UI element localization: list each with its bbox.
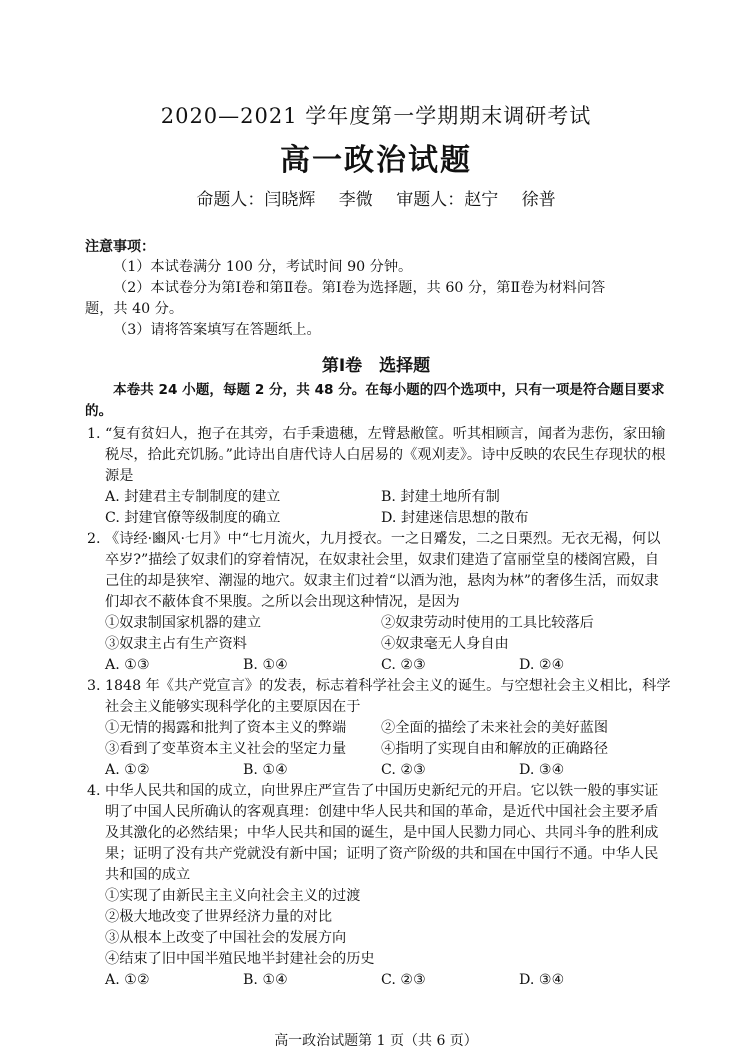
question-number: 3. bbox=[87, 678, 101, 694]
question-stem: 3. 1848 年《共产党宣言》的发表，标志着科学社会主义的诞生。与空想社会主义相比，科学社会主义能够实现科学化的主要原因在于 bbox=[87, 678, 671, 715]
statement-1: ①无情的揭露和批判了资本主义的弊端 bbox=[105, 720, 347, 736]
question-3 bbox=[87, 676, 671, 781]
option-a: A. 封建君主专制制度的建立 bbox=[105, 489, 281, 505]
author-2: 李微 bbox=[338, 190, 373, 210]
option-b: B. ①④ bbox=[243, 657, 288, 673]
reviewer-1: 审题人：赵宁 bbox=[396, 190, 499, 210]
option-d: D. ③④ bbox=[519, 762, 565, 778]
author-1: 命题人：闫晓辉 bbox=[196, 190, 316, 210]
statement-2: ②奴隶劳动时使用的工具比较落后 bbox=[381, 615, 594, 631]
question-stem: 2. 《诗经·豳风·七月》中“七月流火，九月授衣。一之日觱发，二之日栗烈。无衣无褐，何以卒岁?”描绘了奴隶们的穿着情况，在奴隶社会里，奴隶们建造了富丽堂皇的楼阁宫殿，自己住的却是狭窄、潮湿的地穴。奴隶主们过着“以酒为池，悬肉为林”的奢侈生活，而奴隶们却衣不蔽体食不果腹。之所以会出现这种情况，是因为 bbox=[87, 531, 661, 610]
statement-2: ②全面的描绘了未来社会的美好蓝图 bbox=[381, 720, 609, 736]
section-intro: 本卷共 24 小题，每题 2 分，共 48 分。在每小题的四个选项中，只有一项是符合题目要求的。 bbox=[85, 382, 665, 419]
option-b: B. ①④ bbox=[243, 972, 288, 988]
question-stem: 1. “复有贫妇人，抱子在其旁，右手秉遗穗，左臂悬敝筐。听其相顾言，闻者为悲伤，家田输税尽，拾此充饥肠。”此诗出自唐代诗人白居易的《观刈麦》。诗中反映的农民生存现状的根源是 bbox=[87, 426, 666, 484]
statement-4: ④指明了实现自由和解放的正确路径 bbox=[381, 741, 609, 757]
question-number: 2. bbox=[87, 531, 101, 547]
option-b: B. ①④ bbox=[243, 762, 288, 778]
statement-4: ④结束了旧中国半殖民地半封建社会的历史 bbox=[105, 951, 375, 967]
exam-authors bbox=[0, 185, 752, 210]
option-c: C. ②③ bbox=[381, 972, 426, 988]
note-item-continued: 题，共 40 分。 bbox=[85, 301, 184, 317]
option-a: A. ①② bbox=[105, 762, 150, 778]
note-item: （3）请将答案填写在答题纸上。 bbox=[113, 322, 321, 338]
statement-1: ①奴隶制国家机器的建立 bbox=[105, 615, 262, 631]
question-stem: 4. 中华人民共和国的成立，向世界庄严宣告了中国历史新纪元的开启。它以铁一般的事实证明了中国人民所确认的客观真理：创建中华人民共和国的革命，是近代中国社会主要矛盾及其激化的必然结果；中华人民共和国的诞生，是中国人民勠力同心、共同斗争的胜利成果；证明了没有共产党就没有新中国；证明了资产阶级的共和国在中国行不通。中华人民共和国的成立 bbox=[87, 783, 659, 883]
note-item: （1）本试卷满分 100 分，考试时间 90 分钟。 bbox=[113, 259, 413, 275]
question-2 bbox=[87, 529, 671, 676]
answer-options bbox=[105, 655, 671, 676]
statement-2: ②极大地改变了世界经济力量的对比 bbox=[105, 909, 333, 925]
option-d: D. 封建迷信思想的散布 bbox=[381, 510, 529, 526]
statement-1: ①实现了由新民主主义向社会主义的过渡 bbox=[105, 888, 361, 904]
question-number: 4. bbox=[87, 783, 101, 799]
answer-options bbox=[105, 970, 671, 991]
page-footer: 高一政治试题第 1 页（共 6 页） bbox=[274, 1033, 478, 1049]
option-d: D. ③④ bbox=[519, 972, 565, 988]
exam-year-title: 2020—2021 学年度第一学期期末调研考试 bbox=[160, 104, 592, 128]
answer-options bbox=[105, 760, 671, 781]
option-b: B. 封建土地所有制 bbox=[381, 489, 500, 505]
statement-items bbox=[87, 613, 671, 676]
option-a: A. ①③ bbox=[105, 657, 150, 673]
question-1 bbox=[87, 424, 671, 529]
option-a: A. ①② bbox=[105, 972, 150, 988]
statement-3: ③看到了变革资本主义社会的坚定力量 bbox=[105, 741, 347, 757]
statement-4: ④奴隶毫无人身自由 bbox=[381, 636, 509, 652]
notes-heading: 注意事项： bbox=[85, 239, 155, 255]
answer-options bbox=[87, 487, 671, 529]
exam-subject-title: 高一政治试题 bbox=[280, 143, 472, 178]
section-heading: 第Ⅰ卷 选择题 bbox=[321, 356, 431, 376]
note-item: （2）本试卷分为第Ⅰ卷和第Ⅱ卷。第Ⅰ卷为选择题，共 60 分，第Ⅱ卷为材料问答 bbox=[113, 280, 606, 296]
statement-3: ③从根本上改变了中国社会的发展方向 bbox=[105, 930, 347, 946]
statement-items bbox=[87, 718, 671, 781]
option-c: C. 封建官僚等级制度的确立 bbox=[105, 510, 281, 526]
statement-items bbox=[87, 886, 671, 991]
question-4 bbox=[87, 781, 671, 991]
question-number: 1. bbox=[87, 426, 101, 442]
option-c: C. ②③ bbox=[381, 657, 426, 673]
option-c: C. ②③ bbox=[381, 762, 426, 778]
option-d: D. ②④ bbox=[519, 657, 565, 673]
statement-3: ③奴隶主占有生产资料 bbox=[105, 636, 247, 652]
reviewer-2: 徐普 bbox=[521, 190, 556, 210]
